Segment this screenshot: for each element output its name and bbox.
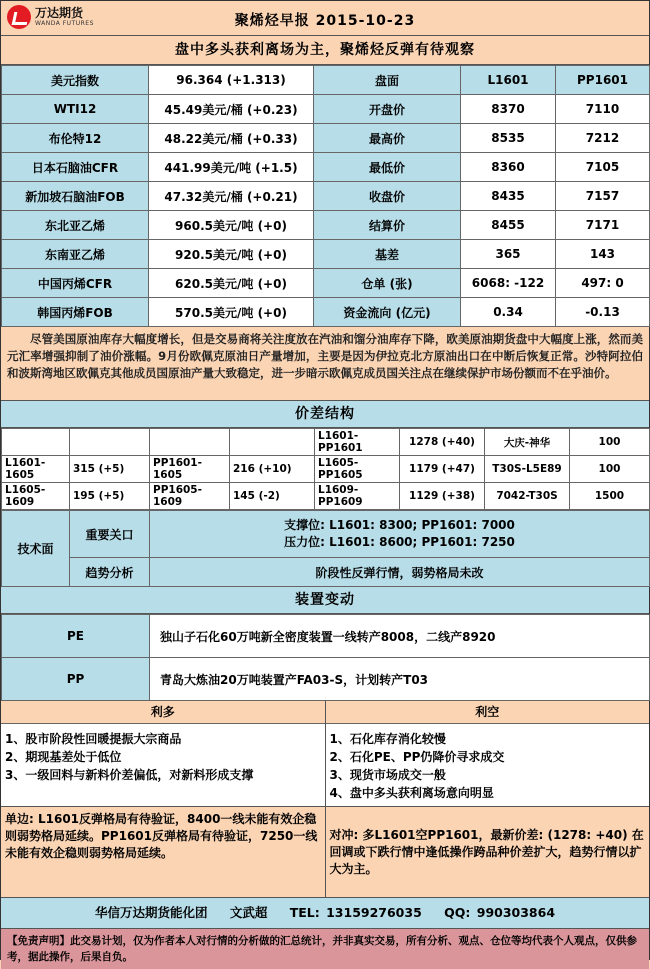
cell: 韩国丙烯FOB — [2, 298, 149, 327]
bull-item: 1、股市阶段性回暖提振大宗商品 — [5, 732, 182, 746]
cell: 100 — [570, 429, 650, 456]
device-section-title: 装置变动 — [1, 587, 649, 614]
hedge-strategy: 对冲: 多L1601空PP1601，最新价差: (1278: +40) 在回调或下跌行情中逢低操作跨品种价差扩大，趋势行情以扩大为主。 — [325, 807, 650, 897]
cell: T30S-L5E89 — [485, 456, 570, 483]
cell: L1601 — [461, 66, 556, 95]
org-name: 华信万达期货能化团 — [94, 905, 208, 920]
logo-en: WANDA FUTURES — [35, 19, 94, 27]
market-row — [2, 211, 650, 240]
cell: 盘面 — [314, 66, 461, 95]
disclaimer: 【免责声明】此交易计划，仅为作者本人对行情的分析做的汇总统计，并非真实交易，所有分析、观点、仓位等均代表个人观点，仅供参考，据此操作，后果自负。 — [1, 929, 649, 969]
resistance-level: 压力位: L1601: 8600; PP1601: 7250 — [284, 535, 515, 549]
market-row — [2, 269, 650, 298]
cell: 100 — [570, 456, 650, 483]
cell: 960.5美元/吨 (+0) — [149, 211, 314, 240]
spread-row — [2, 483, 650, 510]
device-table — [1, 614, 650, 701]
qq: QQ: 990303864 — [444, 905, 556, 920]
logo-cn: 万达期货 — [35, 5, 84, 20]
cell: 7042-T30S — [485, 483, 570, 510]
bull-item: 2、期现基差处于低位 — [5, 750, 122, 764]
cell: 365 — [461, 240, 556, 269]
cell: 1129 (+38) — [400, 483, 485, 510]
cell: 8360 — [461, 153, 556, 182]
trend-label: 趋势分析 — [70, 558, 150, 587]
device-product: PE — [2, 615, 150, 658]
cell: 最高价 — [314, 124, 461, 153]
spread-row — [2, 456, 650, 483]
cell: 570.5美元/吨 (+0) — [149, 298, 314, 327]
market-row — [2, 298, 650, 327]
cell: 资金流向 (亿元) — [314, 298, 461, 327]
title-bar — [1, 1, 649, 36]
report-title: 聚烯烃早报 2015-10-23 — [234, 13, 416, 29]
device-row — [2, 615, 650, 658]
author-name: 文武超 — [229, 905, 268, 920]
cell: 8455 — [461, 211, 556, 240]
bear-item: 1、石化库存消化较慢 — [329, 732, 446, 746]
device-text: 独山子石化60万吨新全密度装置一线转产8008，二线产8920 — [150, 615, 650, 658]
cell: L1605-PP1605 — [315, 456, 400, 483]
cell: 新加坡石脑油FOB — [2, 182, 149, 211]
cell: 日本石脑油CFR — [2, 153, 149, 182]
cell: 195 (+5) — [70, 483, 150, 510]
bear-column — [325, 701, 650, 806]
bear-item: 2、石化PE、PP仍降价寻求成交 — [329, 750, 505, 764]
cell: 美元指数 — [2, 66, 149, 95]
technical-label: 技术面 — [2, 511, 70, 587]
market-row — [2, 240, 650, 269]
cell: 441.99美元/吨 (+1.5) — [149, 153, 314, 182]
cell — [2, 429, 70, 456]
cell — [150, 429, 230, 456]
cell — [70, 429, 150, 456]
cell: 96.364 (+1.313) — [149, 66, 314, 95]
spread-row — [2, 429, 650, 456]
cell: 仓单 (张) — [314, 269, 461, 298]
cell: 最低价 — [314, 153, 461, 182]
spread-section-title: 价差结构 — [1, 401, 649, 428]
key-levels — [150, 511, 650, 558]
bear-title: 利空 — [326, 701, 650, 724]
cell: L1605-1609 — [2, 483, 70, 510]
cell: WTI12 — [2, 95, 149, 124]
support-level: 支撑位: L1601: 8300; PP1601: 7000 — [284, 518, 515, 532]
cell: 620.5美元/吨 (+0) — [149, 269, 314, 298]
cell: 1278 (+40) — [400, 429, 485, 456]
cell: 1500 — [570, 483, 650, 510]
strategy-panel — [1, 807, 649, 898]
cell: 8435 — [461, 182, 556, 211]
market-commentary: 尽管美国原油库存大幅度增长，但是交易商将关注度放在汽油和馏分油库存下降，欧美原油期货盘中大幅度上涨，然而美元汇率增强抑制了油价涨幅。9月份欧佩克原油日产量增加，主要是因为伊拉克北方原油出口在中断后恢复正常。沙特阿拉伯和波斯湾地区欧佩克其他成员国原油产量大致稳定，进一步暗示欧佩克成员国关注点在继续保护市场份额而不在乎油价。 — [1, 327, 649, 401]
trend-text: 阶段性反弹行情，弱势格局未改 — [150, 558, 650, 587]
cell — [230, 429, 315, 456]
cell: PP1601 — [556, 66, 650, 95]
cell: 0.34 — [461, 298, 556, 327]
cell: 中国丙烯CFR — [2, 269, 149, 298]
cell: PP1605-1609 — [150, 483, 230, 510]
cell: 东南亚乙烯 — [2, 240, 149, 269]
bear-list — [326, 724, 650, 806]
market-row — [2, 95, 650, 124]
cell: PP1601-1605 — [150, 456, 230, 483]
device-product: PP — [2, 658, 150, 701]
device-row — [2, 658, 650, 701]
cell: L1609-PP1609 — [315, 483, 400, 510]
cell: 143 — [556, 240, 650, 269]
bull-item: 3、一级回料与新料价差偏低，对新料形成支撑 — [5, 768, 254, 782]
cell: 7171 — [556, 211, 650, 240]
cell: 7110 — [556, 95, 650, 124]
cell: 结算价 — [314, 211, 461, 240]
contact-footer — [1, 898, 649, 929]
single-strategy: 单边: L1601反弹格局有待验证，8400一线未能有效企稳则弱势格局延续。PP1601反弹格局有待验证，7250一线未能有效企稳则弱势格局延续。 — [5, 812, 318, 860]
cell: 6068: -122 — [461, 269, 556, 298]
bear-item: 4、盘中多头获利离场意向明显 — [329, 786, 494, 800]
bull-bear-panel — [1, 701, 649, 807]
cell: 7157 — [556, 182, 650, 211]
cell: L1601-PP1601 — [315, 429, 400, 456]
cell: 8535 — [461, 124, 556, 153]
cell: 7105 — [556, 153, 650, 182]
cell: 315 (+5) — [70, 456, 150, 483]
market-table — [1, 65, 650, 327]
cell: 8370 — [461, 95, 556, 124]
cell: 48.22美元/桶 (+0.33) — [149, 124, 314, 153]
bull-list — [1, 724, 325, 806]
market-row — [2, 182, 650, 211]
cell: 145 (-2) — [230, 483, 315, 510]
cell: 开盘价 — [314, 95, 461, 124]
market-row — [2, 153, 650, 182]
cell: 东北亚乙烯 — [2, 211, 149, 240]
cell: 45.49美元/桶 (+0.23) — [149, 95, 314, 124]
cell: L1601-1605 — [2, 456, 70, 483]
tel: TEL: 13159276035 — [289, 905, 422, 920]
cell: 1179 (+47) — [400, 456, 485, 483]
bull-title: 利多 — [1, 701, 325, 724]
cell: 497: 0 — [556, 269, 650, 298]
cell: 920.5美元/吨 (+0) — [149, 240, 314, 269]
device-text: 青岛大炼油20万吨装置产FA03-S，计划转产T03 — [150, 658, 650, 701]
cell: 216 (+10) — [230, 456, 315, 483]
cell: 基差 — [314, 240, 461, 269]
bull-column — [1, 701, 325, 806]
bear-item: 3、现货市场成交一般 — [329, 768, 446, 782]
cell: 47.32美元/桶 (+0.21) — [149, 182, 314, 211]
cell: 7212 — [556, 124, 650, 153]
headline: 盘中多头获利离场为主，聚烯烃反弹有待观察 — [1, 36, 649, 65]
cell: -0.13 — [556, 298, 650, 327]
market-row — [2, 124, 650, 153]
cell: 收盘价 — [314, 182, 461, 211]
spread-table — [1, 428, 650, 510]
cell: 大庆-神华 — [485, 429, 570, 456]
key-level-label: 重要关口 — [70, 511, 150, 558]
market-header-row — [2, 66, 650, 95]
technical-table — [1, 510, 650, 587]
cell: 布伦特12 — [2, 124, 149, 153]
